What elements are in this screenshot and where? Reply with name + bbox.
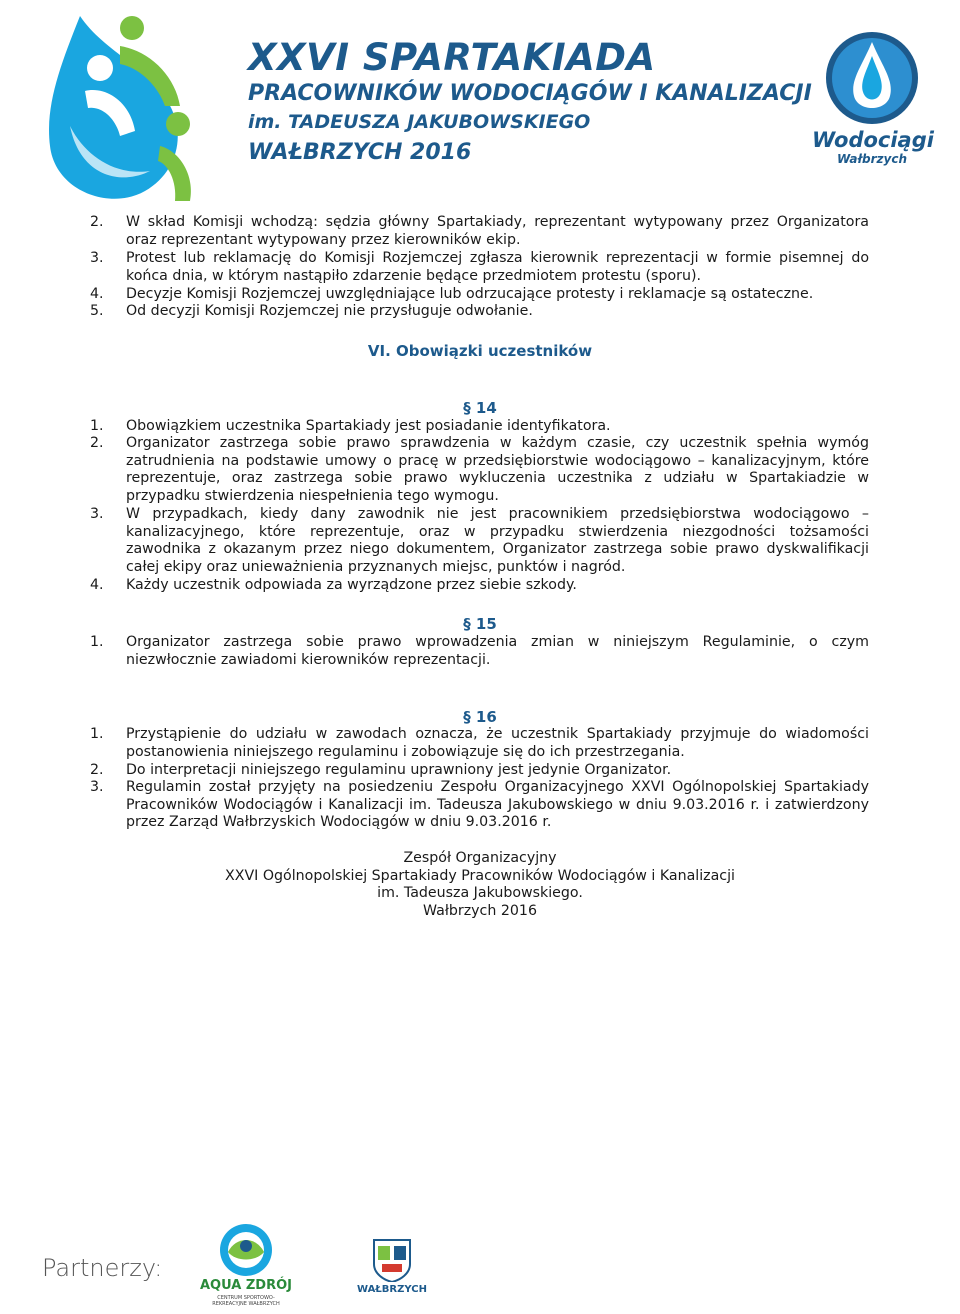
partners-label: Partnerzy: <box>42 1254 163 1282</box>
wodociagi-logo <box>812 28 932 173</box>
item-text: Od decyzji Komisji Rozjemczej nie przysługuje odwołanie. <box>126 303 533 319</box>
event-title <box>248 36 812 170</box>
item-number: 5. <box>90 303 104 319</box>
spartakiada-logo-icon <box>40 6 210 206</box>
signature-line-4: Wałbrzych 2016 <box>423 903 537 919</box>
item-text: W przypadkach, kiedy dany zawodnik nie jest pracownikiem przedsiębiorstwa wodociągowo – kanalizacyjnego, które reprezentuje, oraz w przypadku stwierdzenia niezgodności tożsamości zawodnika z okazanym przez niego dokumentem, Organizator zastrzega sobie prawo dyskwalifikacji całej ekipy oraz unieważnienia przyznanych miejsc, punktów i nagród. <box>126 506 869 575</box>
wodociagi-brand-text: Wodociągi <box>812 128 934 152</box>
signature-line-2: XXVI Ogólnopolskiej Spartakiady Pracowników Wodociągów i Kanalizacji <box>225 868 735 884</box>
item-number: 1. <box>90 726 104 742</box>
paragraph-heading: § 15 <box>463 615 497 633</box>
item-number: 2. <box>90 762 104 778</box>
item-number: 2. <box>90 435 104 451</box>
item-text: Organizator zastrzega sobie prawo wprowadzenia zmian w niniejszym Regulaminie, o czym niezwłocznie zawiadomi kierowników reprezentacji. <box>126 634 869 668</box>
wodociagi-city-text: Wałbrzych <box>837 152 907 166</box>
walbrzych-name: WAŁBRZYCH <box>357 1284 427 1295</box>
aqua-zdroj-subtitle: CENTRUM SPORTOWO-REKREACYJNE WAŁBRZYCH <box>212 1295 280 1307</box>
title-line-2: PRACOWNIKÓW WODOCIĄGÓW I KANALIZACJI <box>248 81 812 106</box>
item-text: Regulamin został przyjęty na posiedzeniu Zespołu Organizacyjnego XXVI Ogólnopolskiej Spartakiady Pracowników Wodociągów i Kanalizacji im. Tadeusza Jakubowskiego w dniu 9.03.2016 r. i zatwierdzony przez Zarząd Wałbrzyskich Wodociągów w dniu 9.03.2016 r. <box>126 779 869 831</box>
paragraph-heading: § 16 <box>463 708 497 726</box>
item-text: Protest lub reklamację do Komisji Rozjemczej zgłasza kierownik reprezentacji w formie pisemnej do końca dnia, w którym nastąpiło zdarzenie będące przedmiotem protestu (sporu). <box>126 250 869 284</box>
item-number: 4. <box>90 577 104 593</box>
aqua-zdroj-name: AQUA ZDRÓJ <box>200 1278 292 1293</box>
walbrzych-logo <box>352 1236 432 1298</box>
signature-line-1: Zespół Organizacyjny <box>403 850 557 866</box>
water-drop-icon <box>812 28 932 128</box>
item-text: Do interpretacji niniejszego regulaminu uprawniony jest jedynie Organizator. <box>126 762 672 778</box>
item-text: W skład Komisji wchodzą: sędzia główny Spartakiady, reprezentant wytypowany przez Organizatora oraz reprezentant wytypowany przez kierowników ekip. <box>126 214 869 248</box>
walbrzych-crest-icon <box>352 1236 432 1282</box>
item-text: Organizator zastrzega sobie prawo sprawdzenia w każdym czasie, czy uczestnik spełnia wymóg zatrudnienia na podstawie umowy o pracę w przedsiębiorstwie wodociągowo – kanalizacyjnym, które reprezentuje, oraz zastrzega sobie prawo wykluczenia uczestnika z udziału w Spartakiadzie w przypadku stwierdzenia niespełnienia tego wymogu. <box>126 435 869 504</box>
item-text: Obowiązkiem uczestnika Spartakiady jest posiadanie identyfikatora. <box>126 418 611 434</box>
item-number: 3. <box>90 250 104 266</box>
item-number: 4. <box>90 286 104 302</box>
signature-line-3: im. Tadeusza Jakubowskiego. <box>377 885 583 901</box>
item-number: 2. <box>90 214 104 230</box>
item-number: 1. <box>90 634 104 650</box>
section-heading: VI. Obowiązki uczestników <box>367 342 593 360</box>
item-number: 3. <box>90 779 104 795</box>
aqua-zdroj-icon <box>200 1222 292 1278</box>
aqua-zdroj-logo <box>200 1222 292 1312</box>
title-line-1: XXVI SPARTAKIADA <box>248 36 656 79</box>
title-line-4: WAŁBRZYCH 2016 <box>248 140 472 165</box>
page-header <box>0 0 960 205</box>
title-line-3: im. TADEUSZA JAKUBOWSKIEGO <box>248 111 591 133</box>
item-number: 3. <box>90 506 104 522</box>
item-text: Przystąpienie do udziału w zawodach oznacza, że uczestnik Spartakiady przyjmuje do wiadomości postanowienia niniejszego regulaminu i zobowiązuje się do ich przestrzegania. <box>126 726 869 760</box>
item-text: Decyzje Komisji Rozjemczej uwzględniające lub odrzucające protesty i reklamacje są ostateczne. <box>126 286 814 302</box>
item-number: 1. <box>90 418 104 434</box>
item-text: Każdy uczestnik odpowiada za wyrządzone przez siebie szkody. <box>126 577 577 593</box>
paragraph-heading: § 14 <box>463 399 497 417</box>
